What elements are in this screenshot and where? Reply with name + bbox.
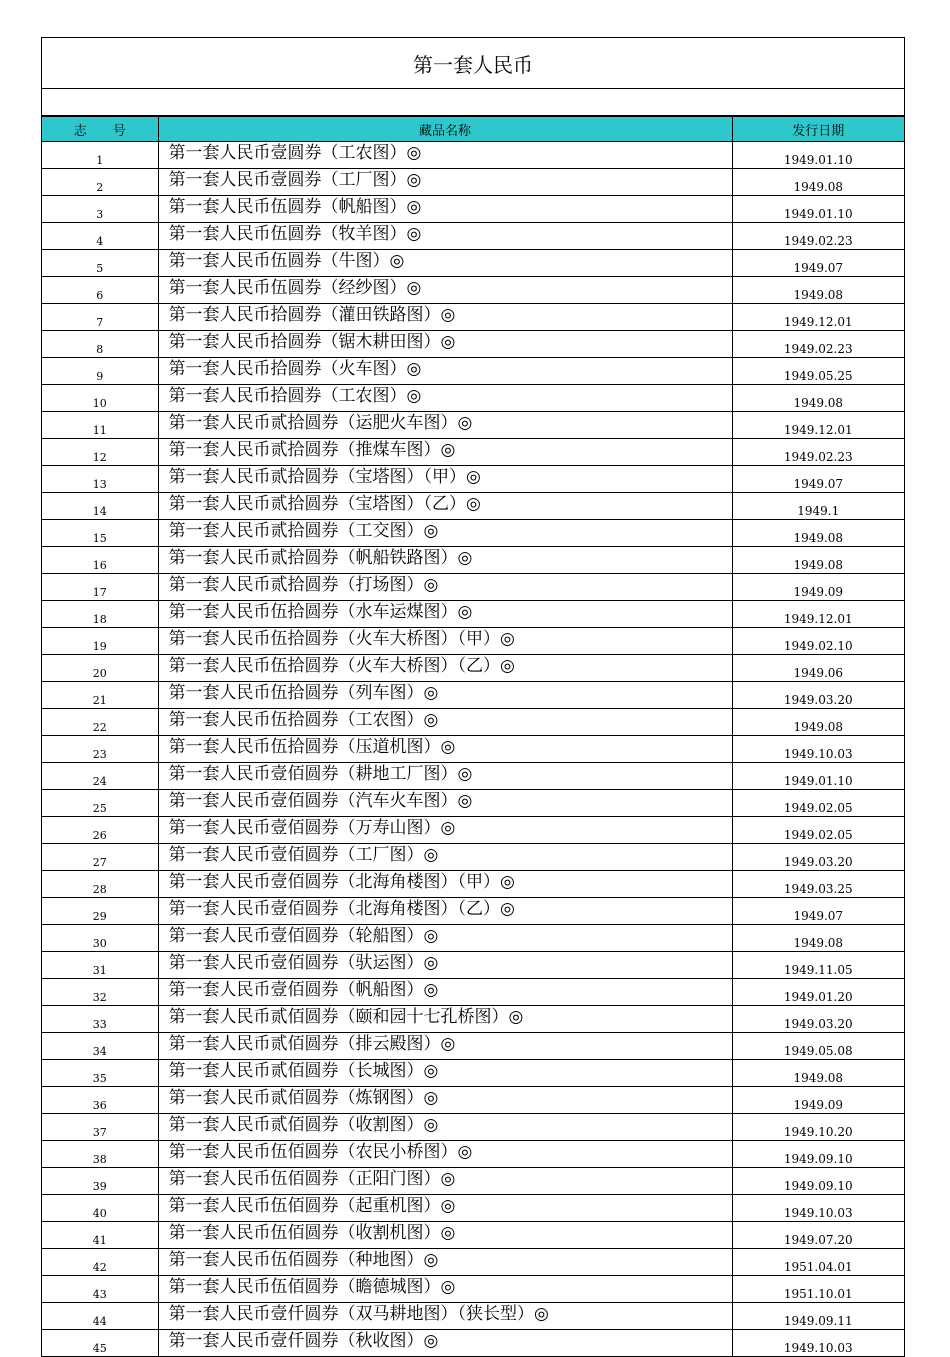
item-name: 第一套人民币贰佰圆券（颐和园十七孔桥图）◎ (158, 1006, 732, 1033)
issue-date: 1949.03.20 (732, 844, 904, 871)
item-name: 第一套人民币伍佰圆券（正阳门图）◎ (158, 1168, 732, 1195)
issue-date: 1949.10.03 (732, 1195, 904, 1222)
row-number: 25 (42, 790, 158, 817)
item-name: 第一套人民币壹圆券（工厂图）◎ (158, 169, 732, 196)
row-number: 44 (42, 1303, 158, 1330)
issue-date: 1949.08 (732, 520, 904, 547)
table-row (42, 385, 904, 412)
item-name: 第一套人民币伍拾圆券（火车大桥图）（乙）◎ (158, 655, 732, 682)
row-number: 28 (42, 871, 158, 898)
issue-date: 1949.08 (732, 925, 904, 952)
row-number: 45 (42, 1330, 158, 1357)
item-name: 第一套人民币贰佰圆券（收割图）◎ (158, 1114, 732, 1141)
issue-date: 1949.12.01 (732, 304, 904, 331)
issue-date: 1949.09.10 (732, 1141, 904, 1168)
table-row (42, 547, 904, 574)
item-name: 第一套人民币拾圆券（工农图）◎ (158, 385, 732, 412)
table-row (42, 358, 904, 385)
collection-sheet (41, 37, 905, 1357)
table-row (42, 1087, 904, 1114)
item-name: 第一套人民币壹仟圆券（秋收图）◎ (158, 1330, 732, 1357)
table-row (42, 1195, 904, 1222)
issue-date: 1949.05.08 (732, 1033, 904, 1060)
item-name: 第一套人民币壹佰圆券（汽车火车图）◎ (158, 790, 732, 817)
item-name: 第一套人民币拾圆券（灌田铁路图）◎ (158, 304, 732, 331)
table-row (42, 709, 904, 736)
item-name: 第一套人民币伍佰圆券（瞻德城图）◎ (158, 1276, 732, 1303)
table-body (42, 142, 904, 1357)
row-number: 3 (42, 196, 158, 223)
table-row (42, 790, 904, 817)
table-row (42, 1330, 904, 1357)
row-number: 35 (42, 1060, 158, 1087)
issue-date: 1949.08 (732, 169, 904, 196)
table-row (42, 601, 904, 628)
row-number: 41 (42, 1222, 158, 1249)
row-number: 14 (42, 493, 158, 520)
table-row (42, 682, 904, 709)
table-row (42, 898, 904, 925)
issue-date: 1951.04.01 (732, 1249, 904, 1276)
row-number: 31 (42, 952, 158, 979)
row-number: 4 (42, 223, 158, 250)
table-row (42, 628, 904, 655)
table-row (42, 277, 904, 304)
row-number: 37 (42, 1114, 158, 1141)
row-number: 39 (42, 1168, 158, 1195)
row-number: 42 (42, 1249, 158, 1276)
table-row (42, 655, 904, 682)
item-name: 第一套人民币贰拾圆券（宝塔图）（乙）◎ (158, 493, 732, 520)
item-name: 第一套人民币壹佰圆券（北海角楼图）（甲）◎ (158, 871, 732, 898)
row-number: 9 (42, 358, 158, 385)
issue-date: 1949.06 (732, 655, 904, 682)
header-no: 志 号 (42, 117, 158, 142)
blank-row (42, 89, 904, 116)
issue-date: 1949.08 (732, 547, 904, 574)
table-row (42, 844, 904, 871)
issue-date: 1949.09 (732, 574, 904, 601)
table-row (42, 1114, 904, 1141)
table-row (42, 925, 904, 952)
row-number: 20 (42, 655, 158, 682)
item-name: 第一套人民币拾圆券（火车图）◎ (158, 358, 732, 385)
issue-date: 1949.07 (732, 466, 904, 493)
row-number: 32 (42, 979, 158, 1006)
table-row (42, 493, 904, 520)
row-number: 10 (42, 385, 158, 412)
issue-date: 1949.08 (732, 1060, 904, 1087)
header-row (42, 117, 904, 142)
row-number: 23 (42, 736, 158, 763)
issue-date: 1949.02.23 (732, 439, 904, 466)
issue-date: 1949.02.05 (732, 790, 904, 817)
issue-date: 1949.02.10 (732, 628, 904, 655)
item-name: 第一套人民币伍圆券（牛图）◎ (158, 250, 732, 277)
row-number: 24 (42, 763, 158, 790)
item-name: 第一套人民币壹佰圆券（帆船图）◎ (158, 979, 732, 1006)
item-name: 第一套人民币贰拾圆券（帆船铁路图）◎ (158, 547, 732, 574)
item-name: 第一套人民币伍圆券（牧羊图）◎ (158, 223, 732, 250)
item-name: 第一套人民币伍拾圆券（火车大桥图）（甲）◎ (158, 628, 732, 655)
table-row (42, 1168, 904, 1195)
issue-date: 1949.12.01 (732, 412, 904, 439)
item-name: 第一套人民币贰拾圆券（工交图）◎ (158, 520, 732, 547)
issue-date: 1949.07.20 (732, 1222, 904, 1249)
item-name: 第一套人民币壹佰圆券（驮运图）◎ (158, 952, 732, 979)
item-name: 第一套人民币拾圆券（锯木耕田图）◎ (158, 331, 732, 358)
table-row (42, 1303, 904, 1330)
issue-date: 1949.05.25 (732, 358, 904, 385)
row-number: 11 (42, 412, 158, 439)
issue-date: 1949.01.10 (732, 142, 904, 169)
issue-date: 1949.02.05 (732, 817, 904, 844)
table-row (42, 142, 904, 169)
row-number: 27 (42, 844, 158, 871)
table-row (42, 169, 904, 196)
item-name: 第一套人民币贰拾圆券（打场图）◎ (158, 574, 732, 601)
item-name: 第一套人民币壹佰圆券（轮船图）◎ (158, 925, 732, 952)
row-number: 6 (42, 277, 158, 304)
row-number: 15 (42, 520, 158, 547)
row-number: 38 (42, 1141, 158, 1168)
item-name: 第一套人民币伍拾圆券（列车图）◎ (158, 682, 732, 709)
table-row (42, 439, 904, 466)
table-row (42, 979, 904, 1006)
table-row (42, 1033, 904, 1060)
row-number: 16 (42, 547, 158, 574)
table-row (42, 871, 904, 898)
table-row (42, 304, 904, 331)
header-name: 藏品名称 (158, 117, 732, 142)
table-row (42, 1006, 904, 1033)
issue-date: 1951.10.01 (732, 1276, 904, 1303)
item-name: 第一套人民币伍圆券（帆船图）◎ (158, 196, 732, 223)
item-name: 第一套人民币壹佰圆券（北海角楼图）（乙）◎ (158, 898, 732, 925)
row-number: 43 (42, 1276, 158, 1303)
row-number: 13 (42, 466, 158, 493)
item-name: 第一套人民币伍佰圆券（收割机图）◎ (158, 1222, 732, 1249)
item-name: 第一套人民币伍佰圆券（起重机图）◎ (158, 1195, 732, 1222)
collection-table (42, 116, 904, 1356)
issue-date: 1949.03.20 (732, 1006, 904, 1033)
item-name: 第一套人民币伍拾圆券（工农图）◎ (158, 709, 732, 736)
issue-date: 1949.01.10 (732, 763, 904, 790)
item-name: 第一套人民币壹佰圆券（万寿山图）◎ (158, 817, 732, 844)
issue-date: 1949.08 (732, 385, 904, 412)
row-number: 18 (42, 601, 158, 628)
issue-date: 1949.08 (732, 709, 904, 736)
header-date: 发行日期 (732, 117, 904, 142)
row-number: 26 (42, 817, 158, 844)
issue-date: 1949.11.05 (732, 952, 904, 979)
item-name: 第一套人民币伍圆券（经纱图）◎ (158, 277, 732, 304)
table-row (42, 1222, 904, 1249)
row-number: 30 (42, 925, 158, 952)
row-number: 5 (42, 250, 158, 277)
row-number: 34 (42, 1033, 158, 1060)
row-number: 17 (42, 574, 158, 601)
issue-date: 1949.07 (732, 250, 904, 277)
issue-date: 1949.03.20 (732, 682, 904, 709)
row-number: 7 (42, 304, 158, 331)
item-name: 第一套人民币伍拾圆券（水车运煤图）◎ (158, 601, 732, 628)
issue-date: 1949.03.25 (732, 871, 904, 898)
issue-date: 1949.09.11 (732, 1303, 904, 1330)
row-number: 8 (42, 331, 158, 358)
sheet-title: 第一套人民币 (42, 38, 904, 89)
issue-date: 1949.09.10 (732, 1168, 904, 1195)
item-name: 第一套人民币贰佰圆券（长城图）◎ (158, 1060, 732, 1087)
table-row (42, 574, 904, 601)
item-name: 第一套人民币伍佰圆券（农民小桥图）◎ (158, 1141, 732, 1168)
issue-date: 1949.09 (732, 1087, 904, 1114)
table-row (42, 412, 904, 439)
issue-date: 1949.01.20 (732, 979, 904, 1006)
table-row (42, 466, 904, 493)
table-row (42, 736, 904, 763)
row-number: 40 (42, 1195, 158, 1222)
row-number: 22 (42, 709, 158, 736)
item-name: 第一套人民币伍佰圆券（种地图）◎ (158, 1249, 732, 1276)
issue-date: 1949.08 (732, 277, 904, 304)
issue-date: 1949.10.03 (732, 736, 904, 763)
table-row (42, 952, 904, 979)
item-name: 第一套人民币贰拾圆券（宝塔图）（甲）◎ (158, 466, 732, 493)
table-row (42, 223, 904, 250)
item-name: 第一套人民币壹圆券（工农图）◎ (158, 142, 732, 169)
item-name: 第一套人民币壹仟圆券（双马耕地图）（狭长型）◎ (158, 1303, 732, 1330)
row-number: 21 (42, 682, 158, 709)
issue-date: 1949.01.10 (732, 196, 904, 223)
item-name: 第一套人民币贰佰圆券（排云殿图）◎ (158, 1033, 732, 1060)
item-name: 第一套人民币壹佰圆券（工厂图）◎ (158, 844, 732, 871)
table-row (42, 1060, 904, 1087)
table-row (42, 331, 904, 358)
table-row (42, 1249, 904, 1276)
table-row (42, 196, 904, 223)
row-number: 1 (42, 142, 158, 169)
row-number: 29 (42, 898, 158, 925)
issue-date: 1949.07 (732, 898, 904, 925)
table-row (42, 1276, 904, 1303)
table-row (42, 817, 904, 844)
table-row (42, 763, 904, 790)
issue-date: 1949.02.23 (732, 223, 904, 250)
item-name: 第一套人民币伍拾圆券（压道机图）◎ (158, 736, 732, 763)
issue-date: 1949.10.03 (732, 1330, 904, 1357)
row-number: 36 (42, 1087, 158, 1114)
issue-date: 1949.10.20 (732, 1114, 904, 1141)
issue-date: 1949.12.01 (732, 601, 904, 628)
table-row (42, 1141, 904, 1168)
item-name: 第一套人民币壹佰圆券（耕地工厂图）◎ (158, 763, 732, 790)
item-name: 第一套人民币贰拾圆券（运肥火车图）◎ (158, 412, 732, 439)
table-row (42, 520, 904, 547)
item-name: 第一套人民币贰佰圆券（炼钢图）◎ (158, 1087, 732, 1114)
row-number: 2 (42, 169, 158, 196)
issue-date: 1949.02.23 (732, 331, 904, 358)
row-number: 19 (42, 628, 158, 655)
table-row (42, 250, 904, 277)
item-name: 第一套人民币贰拾圆券（推煤车图）◎ (158, 439, 732, 466)
issue-date: 1949.1 (732, 493, 904, 520)
row-number: 12 (42, 439, 158, 466)
row-number: 33 (42, 1006, 158, 1033)
